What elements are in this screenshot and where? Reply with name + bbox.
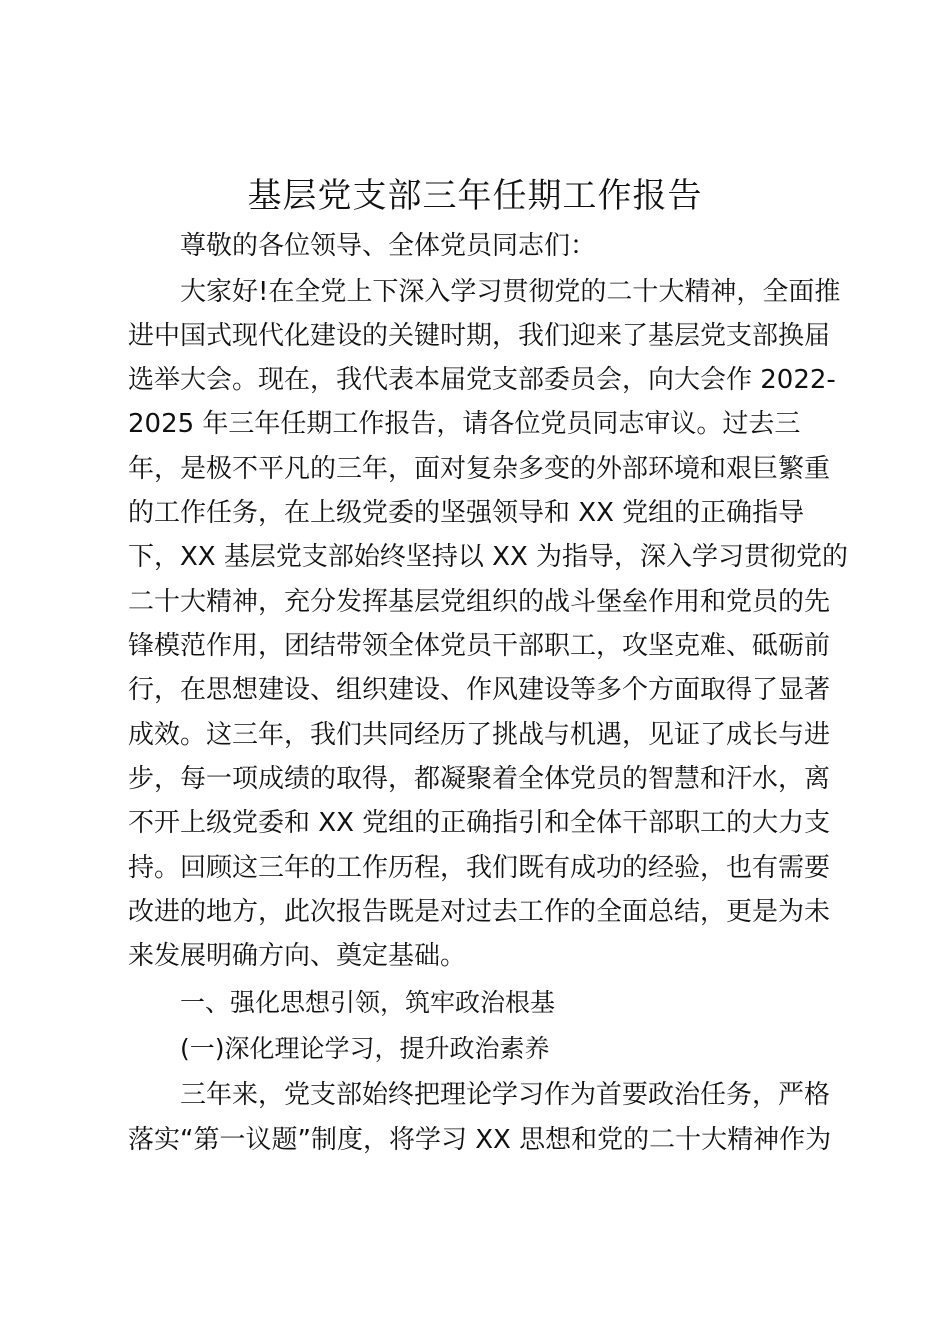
intro-line: 下，XX 基层党支部始终坚持以 XX 为指导，深入学习贯彻党的 bbox=[128, 542, 849, 572]
intro-line: 选举大会。现在，我代表本届党支部委员会，向大会作 2022- bbox=[128, 365, 836, 395]
intro-line: 的工作任务，在上级党委的坚强领导和 XX 党组的正确指导 bbox=[128, 498, 805, 528]
document-title: 基层党支部三年任期工作报告 bbox=[247, 176, 703, 216]
intro-line: 行，在思想建设、组织建设、作风建设等多个方面取得了显著 bbox=[128, 675, 831, 705]
intro-line: 大家好!在全党上下深入学习贯彻党的二十大精神，全面推 bbox=[180, 277, 841, 307]
intro-line: 持。回顾这三年的工作历程，我们既有成功的经验，也有需要 bbox=[128, 853, 831, 883]
intro-line: 年，是极不平凡的三年，面对复杂多变的外部环境和艰巨繁重 bbox=[128, 454, 831, 484]
intro-line: 不开上级党委和 XX 党组的正确指引和全体干部职工的大力支 bbox=[128, 808, 831, 838]
subsection-heading: (一)深化理论学习，提升政治素养 bbox=[180, 1034, 550, 1063]
body-line: 三年来，党支部始终把理论学习作为首要政治任务，严格 bbox=[180, 1080, 831, 1110]
intro-line: 进中国式现代化建设的关键时期，我们迎来了基层党支部换届 bbox=[128, 321, 831, 351]
intro-line: 二十大精神，充分发挥基层党组织的战斗堡垒作用和党员的先 bbox=[128, 587, 831, 617]
intro-line: 步，每一项成绩的取得，都凝聚着全体党员的智慧和汗水，离 bbox=[128, 764, 831, 794]
greeting: 尊敬的各位领导、全体党员同志们： bbox=[180, 231, 597, 261]
body-line: 落实“第一议题”制度，将学习 XX 思想和党的二十大精神作为 bbox=[128, 1125, 832, 1155]
intro-line: 2025 年三年任期工作报告，请各位党员同志审议。过去三 bbox=[128, 409, 801, 439]
intro-line: 锋模范作用，团结带领全体党员干部职工，攻坚克难、砥砺前 bbox=[128, 631, 831, 661]
intro-line: 改进的地方，此次报告既是对过去工作的全面总结，更是为未 bbox=[128, 897, 831, 927]
intro-line: 来发展明确方向、奠定基础。 bbox=[128, 941, 467, 971]
section-heading: 一、强化思想引领，筑牢政治根基 bbox=[180, 988, 556, 1017]
intro-line: 成效。这三年，我们共同经历了挑战与机遇，见证了成长与进 bbox=[128, 720, 831, 750]
